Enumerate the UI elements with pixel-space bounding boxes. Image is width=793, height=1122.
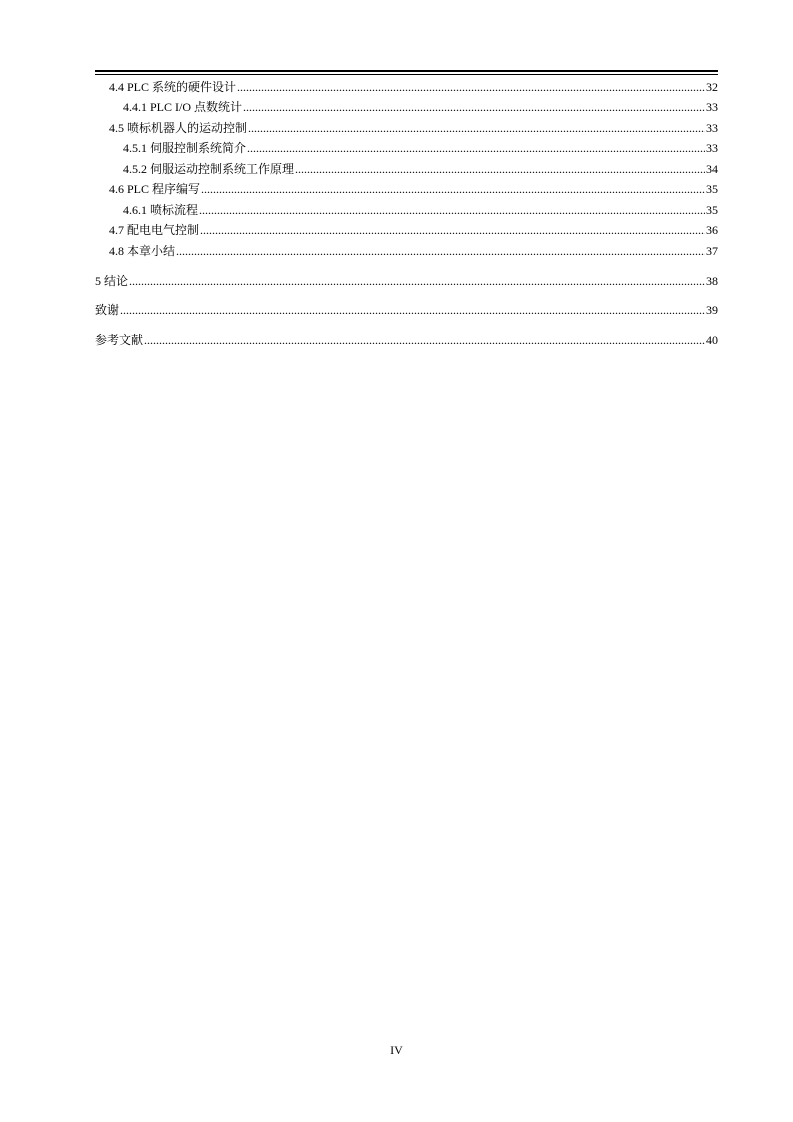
toc-entry-label: 4.4 PLC 系统的硬件设计 bbox=[109, 80, 237, 94]
toc-entry-page: 38 bbox=[706, 274, 718, 288]
toc-entry-page: 32 bbox=[706, 80, 718, 94]
leader-dots bbox=[237, 79, 705, 95]
leader-dots bbox=[248, 120, 705, 136]
toc-entry-label: 4.6.1 喷标流程 bbox=[123, 203, 199, 217]
leader-dots bbox=[247, 140, 705, 156]
toc-entry-references[interactable] bbox=[95, 332, 718, 348]
toc-entry-4-5[interactable] bbox=[109, 120, 718, 136]
toc-entry-label: 4.5 喷标机器人的运动控制 bbox=[109, 121, 248, 135]
toc-entry-4-5-1[interactable] bbox=[123, 140, 718, 156]
toc-entry-label: 5 结论 bbox=[95, 274, 129, 288]
leader-dots bbox=[200, 222, 705, 238]
toc-entry-page: 40 bbox=[706, 333, 718, 347]
toc-entry-label: 4.5.1 伺服控制系统简介 bbox=[123, 141, 247, 155]
leader-dots bbox=[120, 302, 705, 318]
toc-entry-page: 35 bbox=[706, 203, 718, 217]
leader-dots bbox=[144, 332, 705, 348]
toc-entry-4-5-2[interactable] bbox=[123, 161, 718, 177]
toc-entry-page: 33 bbox=[706, 121, 718, 135]
leader-dots bbox=[176, 243, 705, 259]
leader-dots bbox=[129, 273, 705, 289]
toc-entry-4-4[interactable] bbox=[109, 79, 718, 95]
toc-entry-label: 4.7 配电电气控制 bbox=[109, 223, 200, 237]
toc-entry-label: 4.5.2 伺服运动控制系统工作原理 bbox=[123, 162, 295, 176]
toc-entry-label: 4.6 PLC 程序编写 bbox=[109, 182, 201, 196]
toc-entry-4-4-1[interactable] bbox=[123, 99, 718, 115]
toc-entry-page: 34 bbox=[706, 162, 718, 176]
toc-entry-page: 35 bbox=[706, 182, 718, 196]
header-rule-thin bbox=[95, 74, 718, 75]
toc-entry-page: 33 bbox=[706, 141, 718, 155]
leader-dots bbox=[201, 181, 705, 197]
leader-dots bbox=[295, 161, 705, 177]
toc-entry-label: 4.4.1 PLC I/O 点数统计 bbox=[123, 100, 243, 114]
toc-entry-label: 参考文献 bbox=[95, 333, 144, 347]
toc-entry-5[interactable] bbox=[95, 273, 718, 289]
page-number-footer: IV bbox=[390, 1043, 403, 1057]
toc-entry-page: 39 bbox=[706, 303, 718, 317]
toc-entry-page: 37 bbox=[706, 244, 718, 258]
toc-entry-4-8[interactable] bbox=[109, 243, 718, 259]
toc-entry-4-6[interactable] bbox=[109, 181, 718, 197]
toc-entry-acknowledgements[interactable] bbox=[95, 302, 718, 318]
leader-dots bbox=[243, 99, 705, 115]
toc-entry-label: 4.8 本章小结 bbox=[109, 244, 176, 258]
toc-entry-4-7[interactable] bbox=[109, 222, 718, 238]
toc-entry-4-6-1[interactable] bbox=[123, 202, 718, 218]
toc-entry-page: 33 bbox=[706, 100, 718, 114]
leader-dots bbox=[199, 202, 705, 218]
header-rule-thick bbox=[95, 70, 718, 72]
toc-entry-page: 36 bbox=[706, 223, 718, 237]
toc-entry-label: 致谢 bbox=[95, 303, 120, 317]
